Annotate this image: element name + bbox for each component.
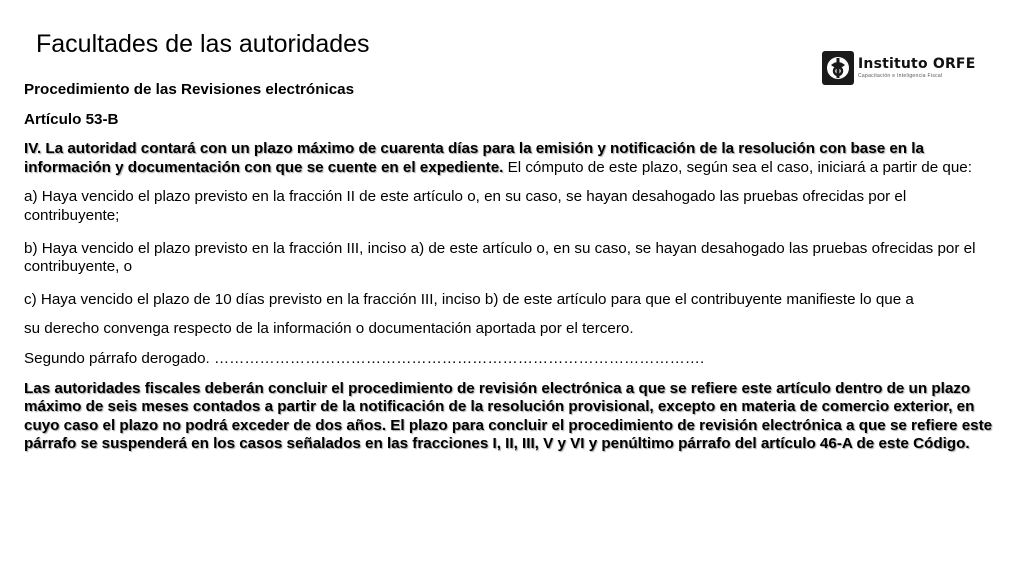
item-a: a) Haya vencido el plazo previsto en la fracción II de este artículo o, en su caso, se hayan desahogado las pruebas ofrecidas por el contribuyente;	[24, 188, 907, 224]
item-c-continued: su derecho convenga respecto de la información o documentación aportada por el tercero.	[24, 320, 634, 338]
article-heading: Artículo 53-B	[24, 110, 119, 128]
paragraph-iv-bold: IV. La autoridad contará con un plazo máximo de cuarenta días para la emisión y notificación de la resolución con base en la información y documentación con que se cuente en el expediente.	[24, 140, 924, 176]
logo-name: Instituto ORFE	[858, 56, 976, 72]
subtitle: Procedimiento de las Revisiones electrónicas	[24, 81, 355, 98]
derogated-paragraph: Segundo párrafo derogado. …………………………………………………………………………………….	[24, 349, 705, 367]
item-c: c) Haya vencido el plazo de 10 días previsto en la fracción III, inciso b) de este artículo para que el contribuyente manifieste lo que a	[24, 290, 914, 308]
logo-tagline: Capacitación e Inteligencia Fiscal	[858, 73, 943, 79]
slide-title: Facultades de las autoridades	[36, 30, 370, 58]
paragraph-iv	[24, 140, 996, 177]
final-paragraph: Las autoridades fiscales deberán concluir el procedimiento de revisión electrónica a que se refiere este artículo dentro de un plazo máximo de seis meses contados a partir de la notificación de la resolución provisional, excepto en materia de comercio exterior, en cuyo caso el plazo no podrá exceder de dos años. El plazo para concluir el procedimiento de revisión electrónica a que se refiere este párrafo se suspenderá en los casos señalados en las fracciones I, II, III, V y VI y penúltimo párrafo del artículo 46-A de este Código.	[24, 379, 993, 453]
item-b: b) Haya vencido el plazo previsto en la fracción III, inciso a) de este artículo o, en su caso, se hayan desahogado las pruebas ofrecidas por el contribuyente, o	[24, 239, 976, 276]
paragraph-iv-rest: El cómputo de este plazo, según sea el caso, iniciará a partir de que:	[503, 158, 972, 176]
slide-body	[24, 81, 996, 468]
orfe-logo-icon	[822, 51, 854, 85]
